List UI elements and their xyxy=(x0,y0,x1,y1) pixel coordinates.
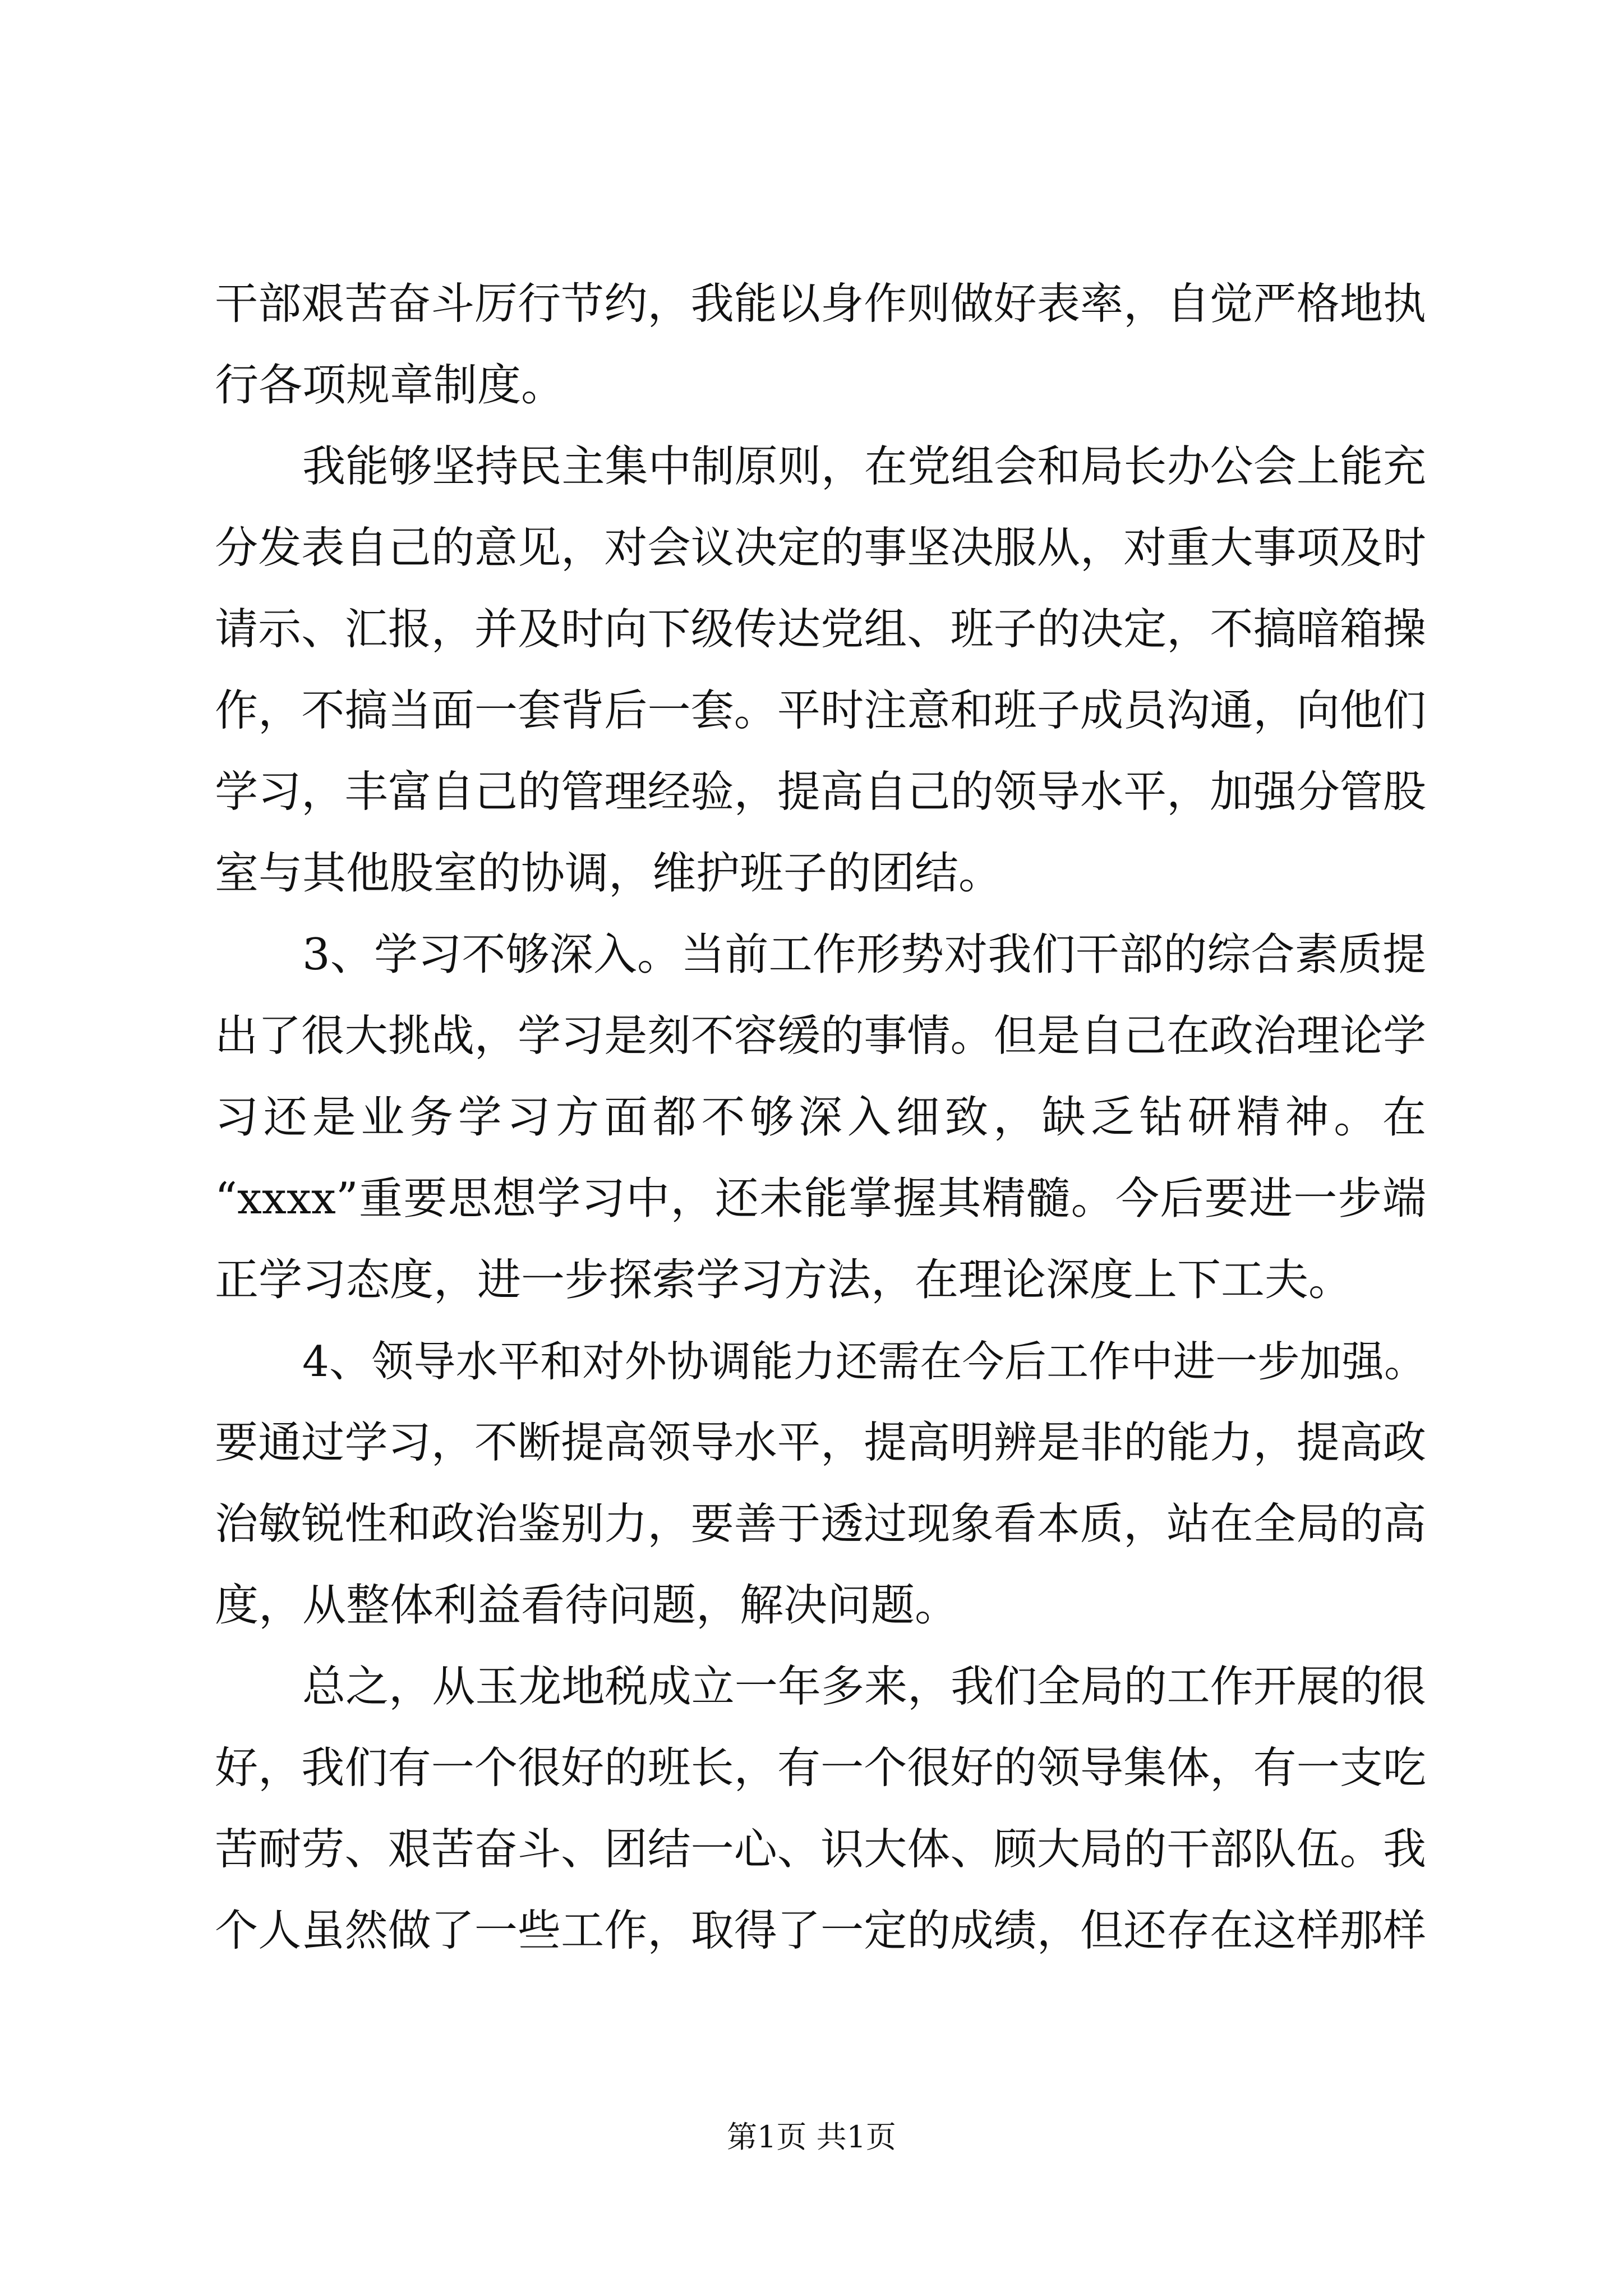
text-line: 我能够坚持民主集中制原则，在党组会和局长办公会上能充 xyxy=(302,442,1426,492)
text-line: 度，从整体利益看待问题，解决问题。 xyxy=(215,1580,959,1631)
text-line: 请示、汇报，并及时向下级传达党组、班子的决定，不搞暗箱操 xyxy=(215,605,1426,655)
text-line: 行各项规章制度。 xyxy=(215,360,565,411)
text-line: 治敏锐性和政治鉴别力，要善于透过现象看本质，站在全局的高 xyxy=(215,1499,1426,1549)
text-line: 总之，从玉龙地税成立一年多来，我们全局的工作开展的很 xyxy=(302,1662,1426,1712)
text-line: 要通过学习，不断提高领导水平，提高明辨是非的能力，提高政 xyxy=(215,1418,1426,1468)
text-line: “xxxx”重要思想学习中，还未能掌握其精髓。今后要进一步端 xyxy=(215,1174,1426,1224)
text-line: 出了很大挑战，学习是刻不容缓的事情。但是自己在政治理论学 xyxy=(215,1011,1426,1061)
text-line: 学习，丰富自己的管理经验，提高自己的领导水平，加强分管股 xyxy=(215,767,1426,817)
text-line: 干部艰苦奋斗厉行节约，我能以身作则做好表率，自觉严格地执 xyxy=(215,279,1426,329)
text-line: 苦耐劳、艰苦奋斗、团结一心、识大体、顾大局的干部队伍。我 xyxy=(215,1825,1426,1875)
text-line: 习还是业务学习方面都不够深入细致，缺乏钻研精神。在 xyxy=(215,1092,1426,1143)
text-line: 4、领导水平和对外协调能力还需在今后工作中进一步加强。 xyxy=(302,1337,1426,1386)
text-line: 正学习态度，进一步探索学习方法，在理论深度上下工夫。 xyxy=(215,1255,1353,1305)
document-body xyxy=(215,264,1426,1972)
text-line: 好，我们有一个很好的班长，有一个很好的领导集体，有一支吃 xyxy=(215,1743,1426,1793)
text-line: 室与其他股室的协调，维护班子的团结。 xyxy=(215,848,1003,899)
text-line: 作，不搞当面一套背后一套。平时注意和班子成员沟通，向他们 xyxy=(215,686,1426,736)
text-line: 分发表自己的意见，对会议决定的事坚决服从，对重大事项及时 xyxy=(215,523,1426,573)
page-footer: 第1页 共1页 xyxy=(727,2119,896,2155)
text-line: 3、学习不够深入。当前工作形势对我们干部的综合素质提 xyxy=(302,930,1426,980)
text-line: 个人虽然做了一些工作，取得了一定的成绩，但还存在这样那样 xyxy=(215,1906,1426,1956)
